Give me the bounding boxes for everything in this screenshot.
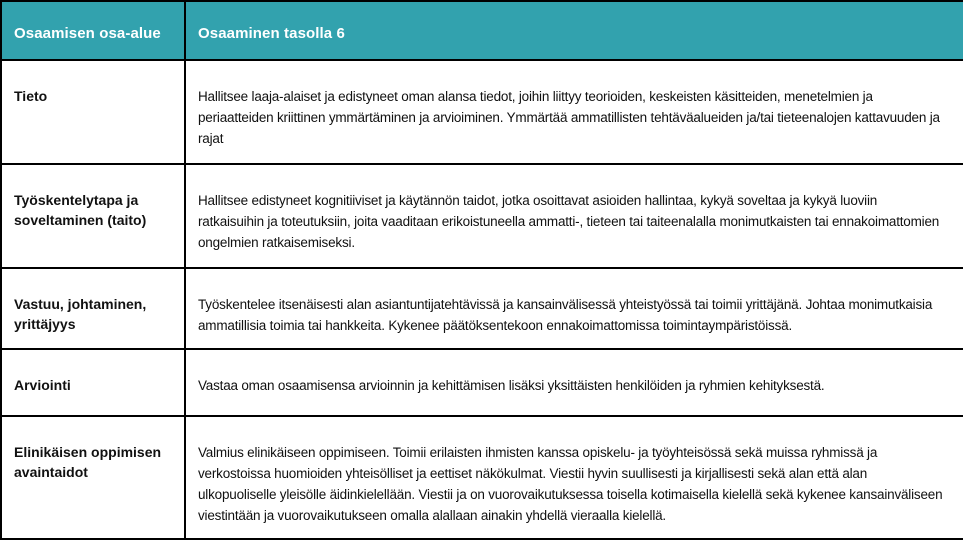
row-description: Valmius elinikäiseen oppimiseen. Toimii erilaisten ihmisten kanssa opiskelu- ja työyhteisössä sekä muissa ryhmissä ja verkostoissa huomioiden yhteisölliset ja eettiset näkökulmat. Viestii hyvin suullisesti ja kirjallisesti sekä alan että alan ulkopuoliselle yleisölle äidinkielellään. Viestii ja on vuorovaikutuksessa toisella kotimaisella kielellä sekä kykenee kansainväliseen viestintään ja vuorovaikutukseen omalla alallaan ainakin yhdellä vieraalla kielellä. bbox=[185, 416, 963, 539]
row-area-label: Tieto bbox=[1, 60, 185, 164]
row-description: Hallitsee edistyneet kognitiiviset ja käytännön taidot, jotka osoittavat asioiden hallintaa, kykyä soveltaa ja kykyä luoviin ratkaisuihin ja toteutuksiin, joita vaaditaan erikoistuneella ammatti-, tieteen tai taiteenalalla monimutkaisten tai ennakoimattomien ongelmien ratkaisemiseksi. bbox=[185, 164, 963, 268]
table-row-tyoskentelytapa bbox=[1, 164, 963, 268]
row-area-label: Työskentelytapa ja soveltaminen (taito) bbox=[1, 164, 185, 268]
row-area-label: Vastuu, johtaminen, yrittäjyys bbox=[1, 268, 185, 349]
table-row-arviointi bbox=[1, 349, 963, 416]
row-description: Vastaa oman osaamisensa arvioinnin ja kehittämisen lisäksi yksittäisten henkilöiden ja ryhmien kehityksestä. bbox=[185, 349, 963, 416]
table-row-vastuu bbox=[1, 268, 963, 349]
column-header-competence-area: Osaamisen osa-alue bbox=[1, 1, 185, 60]
row-area-label: Arviointi bbox=[1, 349, 185, 416]
row-description: Hallitsee laaja-alaiset ja edistyneet oman alansa tiedot, joihin liittyy teorioiden, keskeisten käsitteiden, menetelmien ja periaatteiden kriittinen ymmärtäminen ja arvioiminen. Ymmärtää ammatillisten tehtäväalueiden ja/tai tieteenalojen kattavuuden ja rajat bbox=[185, 60, 963, 164]
row-area-label: Elinikäisen oppimisen avaintaidot bbox=[1, 416, 185, 539]
table-row-tieto bbox=[1, 60, 963, 164]
table-header-row bbox=[1, 1, 963, 60]
table-row-elinikainen-oppiminen bbox=[1, 416, 963, 539]
row-description: Työskentelee itsenäisesti alan asiantuntijatehtävissä ja kansainvälisessä yhteistyössä tai toimii yrittäjänä. Johtaa monimutkaisia ammatillisia toimia tai hankkeita. Kykenee päätöksentekoon ennakoimattomissa toimintaympäristöissä. bbox=[185, 268, 963, 349]
column-header-competence-level-6: Osaaminen tasolla 6 bbox=[185, 1, 963, 60]
